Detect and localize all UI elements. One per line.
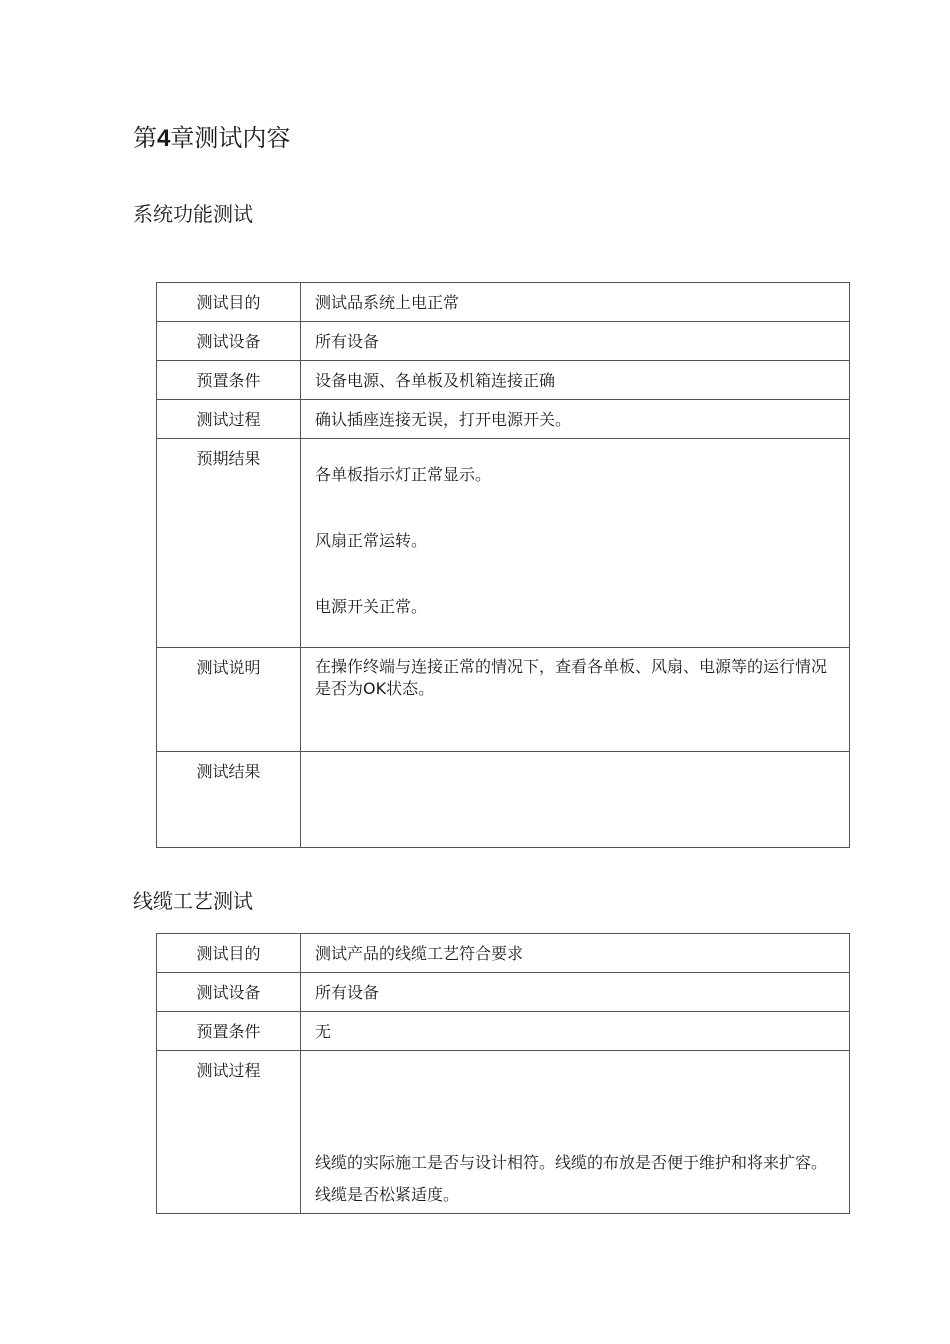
table-row — [157, 1012, 850, 1051]
row-value: 在操作终端与连接正常的情况下，查看各单板、风扇、电源等的运行情况是否为OK状态。 — [301, 648, 850, 752]
table-row — [157, 648, 850, 752]
row-label: 测试过程 — [157, 400, 301, 439]
row-value: 无 — [301, 1012, 850, 1051]
system-function-test-table — [156, 282, 850, 848]
table-row — [157, 934, 850, 973]
row-label: 预置条件 — [157, 361, 301, 400]
chapter-title — [133, 118, 290, 153]
row-label: 测试结果 — [157, 752, 301, 848]
row-label: 测试目的 — [157, 934, 301, 973]
row-value: 确认插座连接无误，打开电源开关。 — [301, 400, 850, 439]
row-value — [301, 752, 850, 848]
row-value — [301, 439, 850, 648]
row-label: 预期结果 — [157, 439, 301, 648]
expected-result-line: 各单板指示灯正常显示。 — [315, 465, 492, 484]
row-value: 线缆的实际施工是否与设计相符。线缆的布放是否便于维护和将来扩容。线缆是否松紧适度。 — [301, 1051, 850, 1214]
row-label: 测试设备 — [157, 973, 301, 1012]
row-label: 预置条件 — [157, 1012, 301, 1051]
chapter-prefix: 第 — [133, 125, 157, 152]
section-title-cable-craft: 线缆工艺测试 — [133, 889, 253, 913]
expected-result-line: 风扇正常运转。 — [315, 531, 428, 551]
row-value: 测试品系统上电正常 — [301, 283, 850, 322]
table-row — [157, 322, 850, 361]
row-value: 设备电源、各单板及机箱连接正确 — [301, 361, 850, 400]
row-label: 测试说明 — [157, 648, 301, 752]
row-value: 所有设备 — [301, 322, 850, 361]
row-label: 测试设备 — [157, 322, 301, 361]
table-row — [157, 361, 850, 400]
row-label: 测试过程 — [157, 1051, 301, 1214]
table-row — [157, 439, 850, 648]
chapter-number: 4 — [157, 125, 171, 152]
chapter-suffix: 章测试内容 — [170, 125, 291, 152]
row-value: 测试产品的线缆工艺符合要求 — [301, 934, 850, 973]
table-row — [157, 400, 850, 439]
table-row — [157, 1051, 850, 1214]
section-title-system-function: 系统功能测试 — [133, 202, 253, 226]
expected-result-line: 电源开关正常。 — [315, 597, 428, 617]
table-row — [157, 973, 850, 1012]
row-value: 所有设备 — [301, 973, 850, 1012]
row-label: 测试目的 — [157, 283, 301, 322]
table-row — [157, 752, 850, 848]
cable-craft-test-table — [156, 933, 850, 1214]
table-row — [157, 283, 850, 322]
